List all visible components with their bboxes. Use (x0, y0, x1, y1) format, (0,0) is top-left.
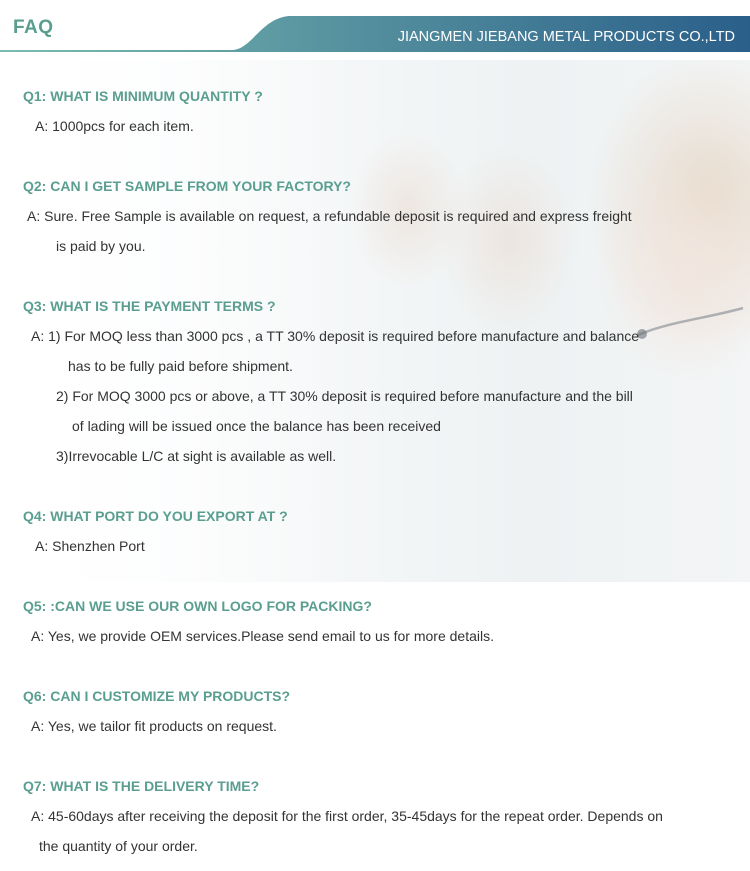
faq-answer-2-line-1: A: Sure. Free Sample is available on request, a refundable deposit is required and express freight (27, 208, 632, 224)
faq-answer-7-line-2: the quantity of your order. (39, 838, 198, 854)
page-title: FAQ (13, 17, 54, 38)
faq-question-6: Q6: CAN I CUSTOMIZE MY PRODUCTS? (23, 688, 291, 704)
faq-answer-3-line-5: 3)Irrevocable L/C at sight is available as well. (56, 448, 337, 464)
faq-question-2: Q2: CAN I GET SAMPLE FROM YOUR FACTORY? (23, 178, 351, 194)
company-name: JIANGMEN JIEBANG METAL PRODUCTS CO.,LTD (397, 29, 735, 45)
faq-answer-3-line-2: has to be fully paid before shipment. (68, 358, 293, 374)
faq-answer-2-line-2: is paid by you. (56, 238, 146, 254)
faq-question-1: Q1: WHAT IS MINIMUM QUANTITY ? (23, 88, 263, 104)
faq-question-3: Q3: WHAT IS THE PAYMENT TERMS ? (23, 298, 276, 314)
faq-answer-3-line-4: of lading will be issued once the balance has been received (72, 418, 441, 434)
faq-answer-3-line-3: 2) For MOQ 3000 pcs or above, a TT 30% deposit is required before manufacture and the bill (56, 388, 633, 404)
faq-question-4: Q4: WHAT PORT DO YOU EXPORT AT ? (23, 508, 288, 524)
faq-answer-7-line-1: A: 45-60days after receiving the deposit for the first order, 35-45days for the repeat order. Depends on (31, 808, 663, 824)
faq-question-5: Q5: :CAN WE USE OUR OWN LOGO FOR PACKING? (23, 598, 372, 614)
faq-answer-3-line-1: A: 1) For MOQ less than 3000 pcs , a TT 30% deposit is required before manufacture and balance (31, 328, 640, 344)
faq-answer-5-line-1: A: Yes, we provide OEM services.Please send email to us for more details. (31, 628, 494, 644)
faq-question-7: Q7: WHAT IS THE DELIVERY TIME? (23, 778, 260, 794)
faq-answer-6-line-1: A: Yes, we tailor fit products on request. (31, 718, 277, 734)
faq-answer-4-line-1: A: Shenzhen Port (35, 538, 145, 554)
faq-answer-1-line-1: A: 1000pcs for each item. (35, 118, 194, 134)
